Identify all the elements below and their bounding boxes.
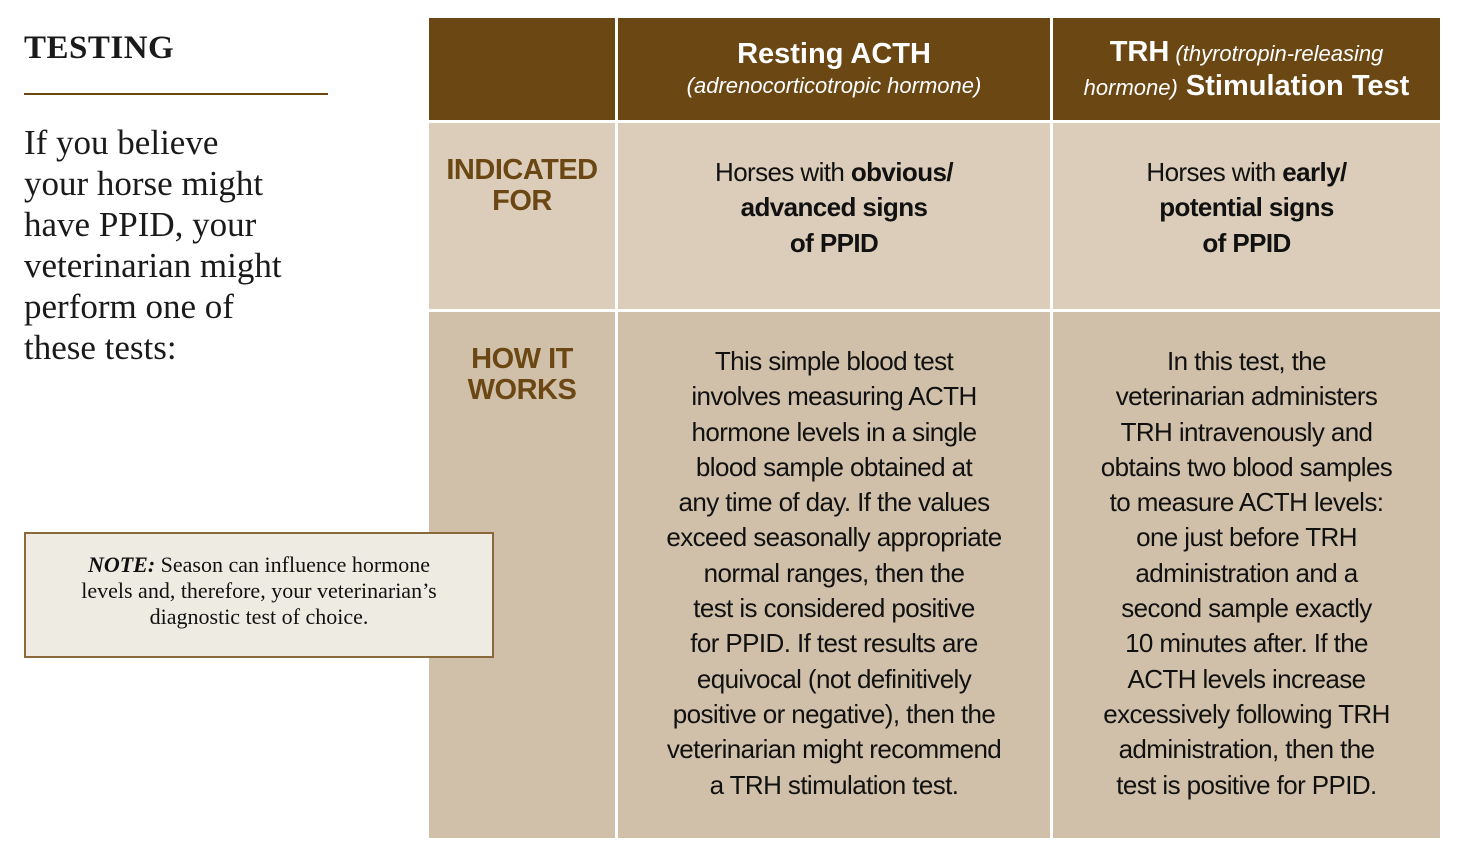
cell-line: ACTH levels increase (1127, 663, 1366, 694)
note-line: Season can influence hormone (155, 552, 431, 577)
intro-line: perform one of (24, 287, 234, 326)
row-label-indicated-for (429, 123, 615, 309)
cell-how-acth (618, 312, 1050, 838)
cell-line (618, 190, 1050, 225)
label-line: FOR (492, 185, 552, 217)
cell-line (618, 226, 1050, 261)
cell-line: administration and a (1135, 557, 1358, 588)
cell-text-bold: potential signs (1159, 192, 1334, 223)
cell-line: a TRH stimulation test. (709, 769, 959, 800)
cell-line: obtains two blood samples (1100, 451, 1393, 482)
cell-line: blood sample obtained at (695, 451, 973, 482)
cell-text-bold: of PPID (789, 227, 879, 258)
cell-how-trh (1053, 312, 1440, 838)
cell-line: veterinarian might recommend (666, 734, 1002, 765)
column-subtitle: (adrenocorticotropic hormone) (686, 73, 982, 98)
intro-line: veterinarian might (24, 246, 282, 285)
header-trh-test (1053, 18, 1440, 120)
cell-line: test is considered positive (693, 593, 975, 624)
column-title: Resting ACTH (737, 38, 931, 70)
intro-line: If you believe (24, 123, 219, 162)
intro-line: your horse might (24, 164, 264, 203)
cell-line: exceed seasonally appropriate (666, 522, 1002, 553)
note-line: diagnostic test of choice. (149, 604, 369, 629)
label-line: WORKS (467, 374, 577, 406)
intro-line: these tests: (24, 328, 177, 367)
testing-table (429, 18, 1440, 838)
cell-line (618, 155, 1050, 190)
column-subtitle: (thyrotropin-releasing (1169, 41, 1384, 66)
cell-line (1053, 226, 1440, 261)
cell-line: to measure ACTH levels: (1109, 487, 1384, 518)
column-title: TRH (1109, 36, 1170, 68)
cell-indicated-acth (618, 123, 1050, 309)
cell-text-bold: of PPID (1202, 227, 1291, 258)
cell-line (1053, 190, 1440, 225)
cell-line: for PPID. If test results are (690, 628, 978, 659)
note-label: NOTE: (87, 552, 156, 577)
label-line: HOW IT (471, 343, 573, 375)
column-title: Stimulation Test (1177, 70, 1410, 102)
cell-line: equivocal (not definitively (696, 663, 972, 694)
column-subtitle: hormone) (1083, 75, 1178, 100)
cell-line: normal ranges, then the (703, 557, 965, 588)
cell-line: hormone levels in a single (691, 416, 977, 447)
cell-text-bold: obvious/ (850, 157, 953, 187)
cell-text: Horses with (715, 157, 851, 187)
cell-text-bold: advanced signs (740, 192, 928, 223)
cell-line: positive or negative), then the (672, 698, 996, 729)
intro-text (24, 122, 282, 368)
cell-text: Horses with (1146, 157, 1283, 187)
cell-line: involves measuring ACTH (691, 381, 977, 412)
cell-line: excessively following TRH (1103, 698, 1390, 729)
cell-line: one just before TRH (1136, 522, 1357, 553)
label-line: INDICATED (446, 154, 598, 186)
cell-line: TRH intravenously and (1120, 416, 1373, 447)
note-box (24, 532, 494, 658)
cell-line: This simple blood test (714, 346, 954, 376)
header-resting-acth (618, 18, 1050, 120)
cell-line: administration, then the (1118, 734, 1375, 765)
cell-text-bold: early/ (1282, 157, 1347, 187)
title-divider (24, 93, 328, 95)
cell-line: any time of day. If the values (678, 487, 990, 518)
cell-line: second sample exactly (1121, 593, 1372, 624)
cell-indicated-trh (1053, 123, 1440, 309)
note-line: levels and, therefore, your veterinarian’s (81, 578, 437, 603)
cell-line: In this test, the (1167, 346, 1326, 376)
header-corner-cell (429, 18, 615, 120)
section-title: TESTING (24, 30, 175, 66)
cell-line (1053, 155, 1440, 190)
intro-line: have PPID, your (24, 205, 257, 244)
cell-line: test is positive for PPID. (1116, 769, 1377, 800)
cell-line: veterinarian administers (1115, 381, 1378, 412)
cell-line: 10 minutes after. If the (1125, 628, 1368, 659)
